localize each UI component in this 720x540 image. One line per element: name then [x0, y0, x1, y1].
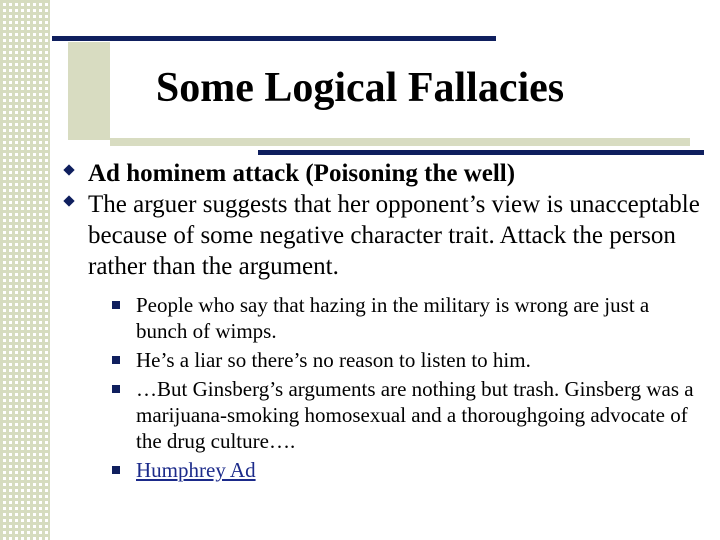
sub-bullet-item [112, 457, 702, 483]
bullet-item [62, 158, 702, 189]
sub-bullet-text: He’s a liar so there’s no reason to listen to him. [136, 348, 531, 372]
slide-content [62, 158, 702, 486]
slide-title: Some Logical Fallacies [155, 65, 565, 111]
diamond-bullet-icon [62, 166, 76, 174]
sub-bullet-text: …But Ginsberg’s arguments are nothing but trash. Ginsberg was a marijuana-smoking homosexual and a thoroughgoing advocate of the drug culture…. [136, 377, 694, 453]
diamond-bullet-icon [62, 197, 76, 205]
sub-bullet-text: People who say that hazing in the military is wrong are just a bunch of wimps. [136, 293, 650, 343]
humphrey-ad-link[interactable]: Humphrey Ad [136, 458, 256, 482]
square-bullet-icon [112, 385, 120, 393]
sub-bullet-list [112, 292, 702, 483]
title-rule-bottom [258, 150, 704, 155]
sub-bullet-item [112, 292, 702, 344]
title-rule-top [52, 36, 496, 41]
sub-bullet-item [112, 347, 702, 373]
sub-bullet-item [112, 376, 702, 454]
title-shade-bottom [110, 138, 690, 146]
bullet-text: Ad hominem attack (Poisoning the well) [88, 160, 516, 187]
bullet-item [62, 189, 702, 282]
square-bullet-icon [112, 356, 120, 364]
checkered-side-strip [0, 0, 50, 540]
bullet-text: The arguer suggests that her opponent’s view is unacceptable because of some negative character trait. Attack the person rather than the argument. [88, 191, 700, 280]
square-bullet-icon [112, 301, 120, 309]
square-bullet-icon [112, 466, 120, 474]
